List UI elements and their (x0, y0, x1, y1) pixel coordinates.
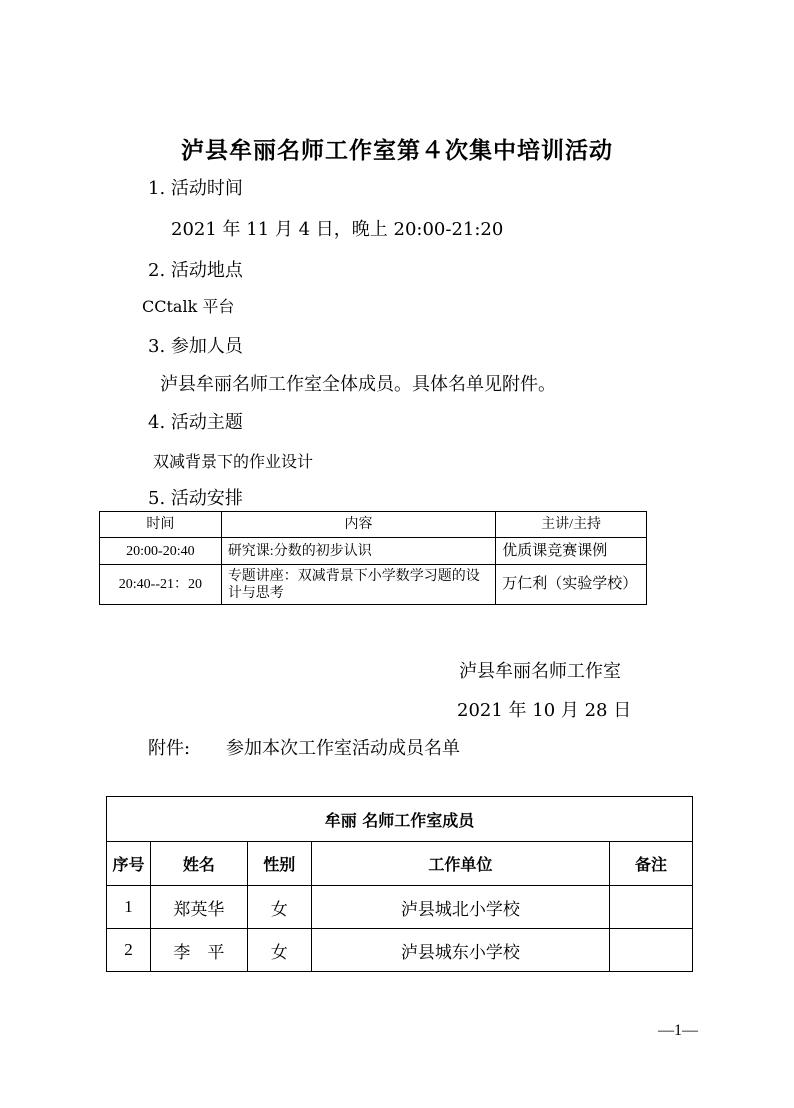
section-schedule-heading: 5. 活动安排 (148, 488, 243, 509)
section-theme-heading: 4. 活动主题 (148, 412, 243, 433)
table-cell: 女 (247, 886, 311, 929)
table-cell: 泸县城北小学校 (311, 886, 609, 929)
table-header-cell: 姓名 (150, 842, 247, 886)
table-cell: 2 (107, 929, 151, 972)
table-cell (610, 886, 693, 929)
table-row (107, 886, 693, 929)
table-header-row (100, 512, 647, 538)
schedule-table (99, 511, 647, 605)
table-cell: 优质课竞赛课例 (496, 538, 647, 565)
table-cell: 1 (107, 886, 151, 929)
section-theme-content: 双减背景下的作业设计 (153, 452, 314, 471)
table-header-cell: 工作单位 (311, 842, 609, 886)
section-place-content: CCtalk 平台 (142, 297, 235, 316)
table-header-row (107, 842, 693, 886)
section-time-heading: 1. 活动时间 (148, 178, 243, 199)
table-cell: 李 平 (150, 929, 247, 972)
attachment-label: 附件: (148, 738, 191, 759)
table-cell: 泸县城东小学校 (311, 929, 609, 972)
table-header-cell: 备注 (610, 842, 693, 886)
section-people-content: 泸县牟丽名师工作室全体成员。具体名单见附件。 (160, 374, 556, 395)
table-cell: 郑英华 (150, 886, 247, 929)
table-cell: 万仁利（实验学校） (496, 565, 647, 605)
table-header-cell: 内容 (221, 512, 495, 538)
table-cell: 20:00-20:40 (100, 538, 222, 565)
table-row (100, 538, 647, 565)
table-header-cell: 序号 (107, 842, 151, 886)
attachment-text: 参加本次工作室活动成员名单 (226, 738, 460, 759)
table-cell: 20:40--21：20 (100, 565, 222, 605)
signature-date: 2021 年 10 月 28 日 (457, 700, 632, 721)
table-cell: 女 (247, 929, 311, 972)
table-caption-row (107, 797, 693, 842)
document-title: 泸县牟丽名师工作室第４次集中培训活动 (181, 137, 613, 164)
section-place-heading: 2. 活动地点 (148, 260, 243, 281)
table-header-cell: 性别 (247, 842, 311, 886)
section-time-content: 2021 年 11 月 4 日，晚上 20:00-21:20 (171, 219, 504, 240)
table-header-cell: 主讲/主持 (496, 512, 647, 538)
table-row (107, 929, 693, 972)
page-number: —1— (658, 1022, 698, 1039)
table-cell: 研究课:分数的初步认识 (221, 538, 495, 565)
table-row (100, 565, 647, 605)
members-table (106, 796, 693, 972)
section-people-heading: 3. 参加人员 (148, 336, 243, 357)
table-cell: 专题讲座：双减背景下小学数学习题的设计与思考 (221, 565, 495, 605)
table-cell (610, 929, 693, 972)
table-header-cell: 时间 (100, 512, 222, 538)
members-table-caption: 牟丽 名师工作室成员 (107, 797, 693, 842)
signature-org: 泸县牟丽名师工作室 (459, 661, 621, 682)
